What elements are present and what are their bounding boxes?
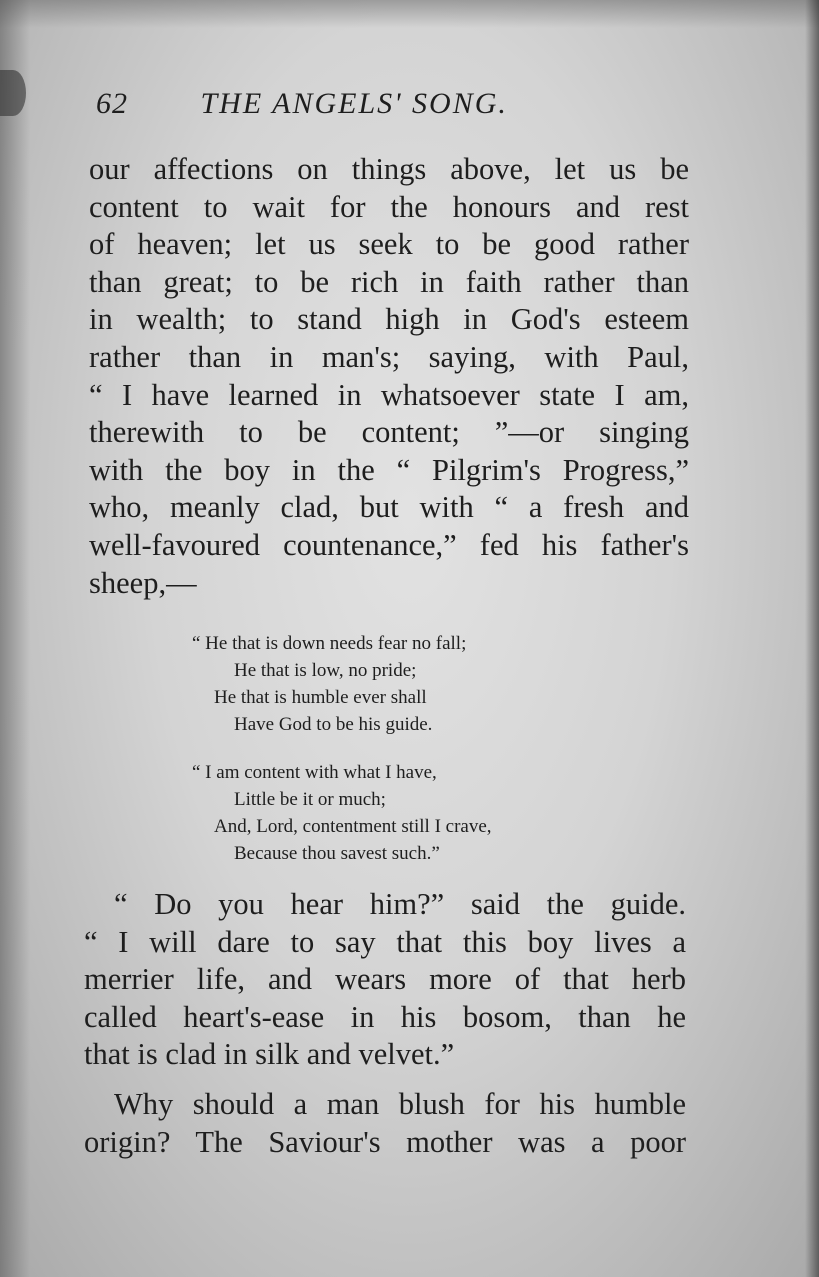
text-line: with the boy in the “ Pilgrim's Progress,” bbox=[89, 452, 689, 487]
verse-line: “ He that is down needs fear no fall; bbox=[192, 633, 467, 654]
top-edge-shadow bbox=[0, 0, 819, 28]
verse-line: He that is low, no pride; bbox=[234, 660, 417, 681]
verse-line: Little be it or much; bbox=[234, 789, 386, 810]
verse-line: And, Lord, contentment still I crave, bbox=[214, 816, 492, 837]
running-head bbox=[96, 84, 696, 124]
verse-line: He that is humble ever shall bbox=[214, 687, 427, 708]
verse-line: Because thou savest such.” bbox=[234, 843, 440, 864]
text-line: “ Do you hear him?” said the guide. bbox=[114, 887, 686, 921]
text-line: our affections on things above, let us be bbox=[89, 152, 689, 186]
text-line: merrier life, and wears more of that herb bbox=[84, 962, 686, 997]
right-edge-shadow bbox=[805, 0, 819, 1277]
text-line: origin? The Saviour's mother was a poor bbox=[84, 1124, 686, 1159]
verse-line: “ I am content with what I have, bbox=[192, 762, 437, 783]
text-line: sheep,— bbox=[89, 565, 197, 600]
page-number: 62 bbox=[96, 87, 128, 120]
text-line: “ I will dare to say that this boy lives a bbox=[84, 924, 686, 959]
paragraph-2 bbox=[84, 886, 686, 1074]
text-line: therewith to be content; ”—or singing bbox=[89, 415, 689, 450]
text-line: who, meanly clad, but with “ a fresh and bbox=[89, 490, 689, 525]
text-line: that is clad in silk and velvet.” bbox=[84, 1037, 455, 1072]
paragraph-1 bbox=[89, 151, 689, 602]
paragraph-3 bbox=[84, 1086, 686, 1161]
page-smudge bbox=[0, 70, 26, 116]
text-line: rather than in man's; saying, with Paul, bbox=[89, 339, 689, 374]
text-line: “ I have learned in whatsoever state I am, bbox=[89, 377, 689, 412]
text-line: content to wait for the honours and rest bbox=[89, 189, 689, 224]
book-title: THE ANGELS' SONG. bbox=[200, 87, 508, 120]
text-line: of heaven; let us seek to be good rather bbox=[89, 227, 689, 262]
text-line: called heart's-ease in his bosom, than he bbox=[84, 999, 686, 1034]
verse-stanza-2 bbox=[192, 759, 492, 867]
verse-line: Have God to be his guide. bbox=[234, 714, 433, 735]
text-line: Why should a man blush for his humble bbox=[114, 1087, 686, 1121]
text-line: in wealth; to stand high in God's esteem bbox=[89, 302, 689, 337]
text-line: than great; to be rich in faith rather than bbox=[89, 264, 689, 299]
verse-stanza-1 bbox=[192, 630, 466, 738]
text-line: well-favoured countenance,” fed his father's bbox=[89, 527, 689, 562]
left-edge-shadow bbox=[0, 0, 30, 1277]
